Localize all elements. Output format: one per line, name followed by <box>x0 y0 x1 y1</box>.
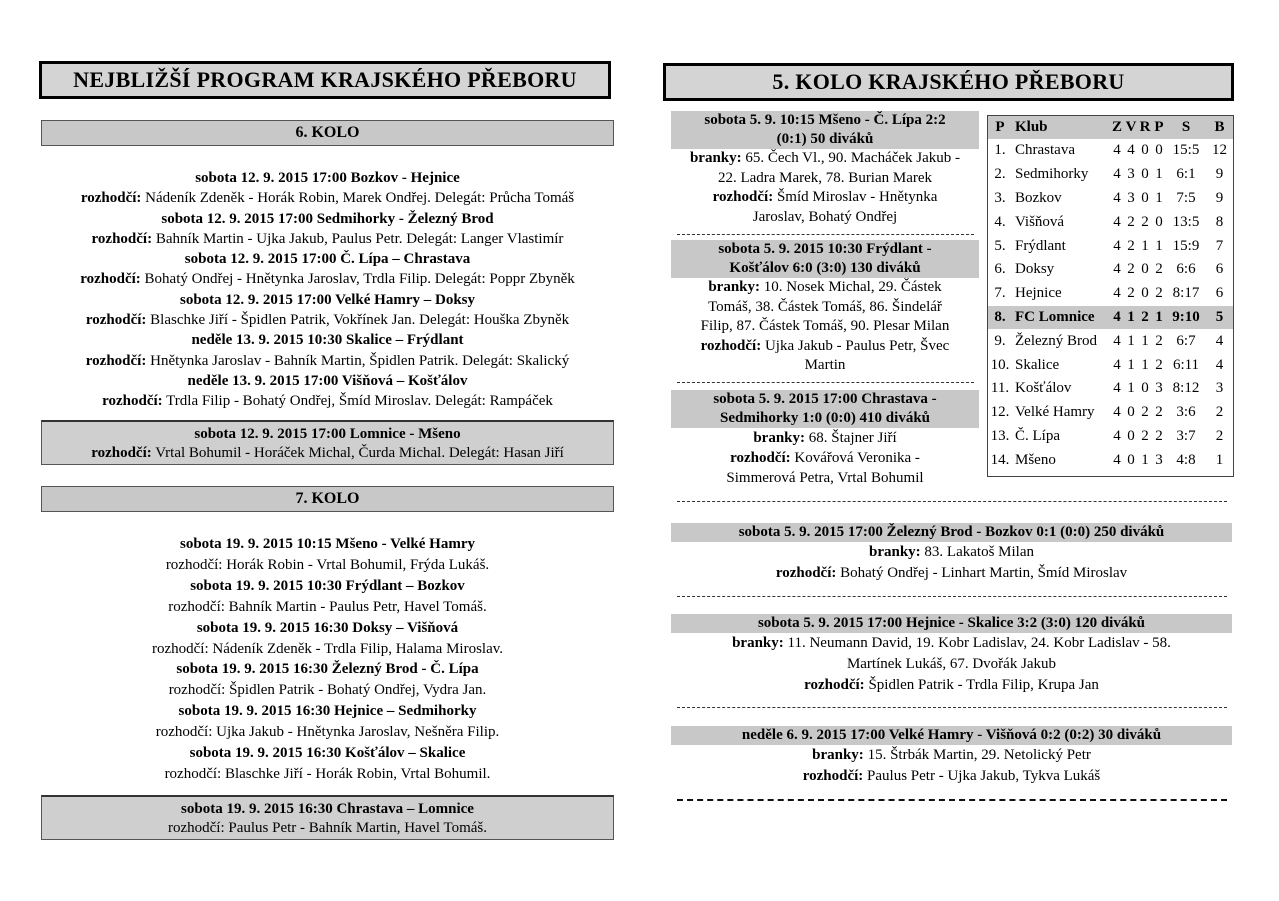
table-row <box>988 163 1233 187</box>
table-cell-s: 3:6 <box>1176 404 1196 421</box>
table-cell-z: 4 <box>1113 356 1121 373</box>
table-cell-club: Velké Hamry <box>1015 404 1095 421</box>
table-cell-v: 4 <box>1127 142 1135 159</box>
table-cell-club: Doksy <box>1015 261 1055 278</box>
result-hejnice-skalice <box>671 614 1232 696</box>
result-details: branky: 83. Lakatoš Milan rozhodčí: Bohatý Ondřej - Linhart Martin, Šmíd Miroslav <box>775 544 1128 581</box>
divider <box>677 382 974 383</box>
result-details: branky: 11. Neumann David, 19. Kobr Ladislav, 24. Kobr Ladislav - 58. Martínek Lukáš, 67. Dvořák Jakub rozhodčí: Špidlen Patrik - Trdla Filip, Krupa Jan <box>732 635 1171 693</box>
table-cell-z: 4 <box>1113 213 1121 230</box>
table-cell-z: 4 <box>1113 451 1121 468</box>
table-cell-p: 2 <box>1155 356 1163 373</box>
table-row <box>988 329 1233 353</box>
result-heading: sobota 5. 9. 2015 17:00 Hejnice - Skalice 3:2 (3:0) 120 diváků <box>671 614 1232 633</box>
result-velke-hamry-visnova <box>671 726 1232 787</box>
table-cell-b: 1 <box>1215 451 1224 468</box>
table-cell-p: 0 <box>1155 142 1163 159</box>
match-item: sobota 19. 9. 2015 16:30 Železný Brod - Č. Lípa rozhodčí: Špidlen Patrik - Bohatý Ondřej, Vydra Jan. <box>168 661 487 699</box>
table-cell-v: 1 <box>1124 306 1138 330</box>
table-cell-r: 0 <box>1141 285 1149 302</box>
table-cell-p: 0 <box>1155 213 1163 230</box>
table-cell-club: Višňová <box>1015 213 1065 230</box>
table-cell-pos: 14. <box>990 451 1010 468</box>
table-cell-club: Č. Lípa <box>1015 427 1060 444</box>
table-row <box>988 210 1233 234</box>
table-cell-v: 2 <box>1127 261 1135 278</box>
table-row <box>988 258 1233 282</box>
match-item: sobota 19. 9. 2015 10:30 Frýdlant – Bozkov rozhodčí: Bahník Martin - Paulus Petr, Havel Tomáš. <box>168 577 487 615</box>
round-7-heading: 7. KOLO <box>41 486 614 512</box>
table-cell-b: 5 <box>1206 306 1233 330</box>
table-row <box>988 425 1233 449</box>
table-cell-z: 4 <box>1113 332 1121 349</box>
table-cell-b: 4 <box>1215 356 1224 373</box>
table-cell-pos: 8. <box>988 306 1012 330</box>
round-6-lomnice-match: sobota 12. 9. 2015 17:00 Lomnice - Mšeno rozhodčí: Vrtal Bohumil - Horáček Michal, Čurda Michal. Delegát: Hasan Jiří <box>41 420 614 465</box>
table-cell-r: 1 <box>1141 332 1149 349</box>
table-cell-pos: 9. <box>994 332 1006 349</box>
bottom-divider <box>677 799 1227 801</box>
table-cell-pos: 7. <box>994 285 1006 302</box>
table-cell-r: 0 <box>1141 380 1149 397</box>
table-cell-v: 1 <box>1127 356 1135 373</box>
table-row <box>988 234 1233 258</box>
table-cell-s: 6:1 <box>1176 166 1196 183</box>
result-heading: sobota 5. 9. 2015 17:00 Železný Brod - Bozkov 0:1 (0:0) 250 diváků <box>671 523 1232 542</box>
round-7-matches <box>41 534 614 785</box>
table-cell-s: 6:7 <box>1176 332 1196 349</box>
table-cell-club: Frýdlant <box>1015 237 1066 254</box>
standings-table <box>987 115 1234 477</box>
table-cell-pos: 2. <box>994 166 1006 183</box>
table-row <box>988 187 1233 211</box>
table-cell-s: 9:10 <box>1166 306 1206 330</box>
table-cell-s: 3:7 <box>1176 427 1196 444</box>
table-cell-z: 4 <box>1113 285 1121 302</box>
table-cell-pos: 3. <box>994 189 1006 206</box>
match-item: sobota 12. 9. 2015 17:00 Velké Hamry – Doksy rozhodčí: Blaschke Jiří - Špidlen Patrik, Vokřínek Jan. Delegát: Houška Zbyněk <box>85 291 570 329</box>
match-item: sobota 12. 9. 2015 17:00 Č. Lípa – Chrastava rozhodčí: Bohatý Ondřej - Hnětynka Jaroslav, Trdla Filip. Delegát: Poppr Zbyněk <box>80 251 575 288</box>
table-cell-pos: 13. <box>990 427 1010 444</box>
table-cell-v: 0 <box>1127 427 1135 444</box>
table-row <box>988 448 1233 472</box>
table-cell-s: 8:12 <box>1172 380 1200 397</box>
round-6-heading: 6. KOLO <box>41 120 614 146</box>
table-cell-z: 4 <box>1113 261 1121 278</box>
right-page-title: 5. KOLO KRAJSKÉHO PŘEBORU <box>663 63 1234 101</box>
result-zelezny-brod-bozkov <box>671 523 1232 584</box>
match-item: neděle 13. 9. 2015 10:30 Skalice – Frýdlant rozhodčí: Hnětynka Jaroslav - Bahník Martin, Špidlen Patrik. Delegát: Skalický <box>85 332 570 369</box>
table-cell-club: Skalice <box>1015 356 1060 373</box>
table-cell-p: 2 <box>1155 332 1163 349</box>
table-cell-z: 4 <box>1113 189 1121 206</box>
divider <box>677 707 1227 708</box>
table-cell-s: 13:5 <box>1172 213 1200 230</box>
table-cell-r: 0 <box>1141 261 1149 278</box>
col-header: B <box>1206 116 1233 139</box>
divider <box>677 234 974 235</box>
table-cell-pos: 10. <box>990 356 1010 373</box>
col-header: Z <box>1110 116 1124 139</box>
result-details: branky: 15. Štrbák Martin, 29. Netolický Petr rozhodčí: Paulus Petr - Ujka Jakub, Tykva Lukáš <box>802 747 1101 784</box>
table-cell-s: 8:17 <box>1172 285 1200 302</box>
table-cell-club: Košťálov <box>1015 380 1072 397</box>
table-row <box>988 353 1233 377</box>
table-cell-r: 2 <box>1138 306 1152 330</box>
table-cell-club: Železný Brod <box>1015 332 1098 349</box>
table-cell-r: 1 <box>1141 356 1149 373</box>
table-cell-r: 0 <box>1141 142 1149 159</box>
result-frydlant-kostalov <box>671 240 979 376</box>
result-mseno-clipa <box>671 111 979 227</box>
table-cell-p: 2 <box>1155 427 1163 444</box>
table-cell-club: Hejnice <box>1015 285 1062 302</box>
col-header: P <box>1152 116 1166 139</box>
table-cell-b: 6 <box>1215 285 1224 302</box>
table-cell-club: Bozkov <box>1015 189 1062 206</box>
round-6-matches <box>41 168 614 412</box>
table-cell-r: 2 <box>1141 404 1149 421</box>
table-cell-b: 4 <box>1215 332 1224 349</box>
table-cell-p: 1 <box>1155 237 1163 254</box>
table-cell-p: 2 <box>1155 261 1163 278</box>
match-item: sobota 19. 9. 2015 16:30 Doksy – Višňová rozhodčí: Nádeník Zdeněk - Trdla Filip, Halama Miroslav. <box>151 619 504 657</box>
col-header: V <box>1124 116 1138 139</box>
table-cell-s: 7:5 <box>1176 189 1196 206</box>
result-details: branky: 68. Štajner Jiří rozhodčí: Kovářová Veronika - Simmerová Petra, Vrtal Bohumil <box>726 430 924 486</box>
table-cell-v: 2 <box>1127 285 1135 302</box>
table-cell-club: Mšeno <box>1015 451 1056 468</box>
result-details: branky: 65. Čech Vl., 90. Macháček Jakub - 22. Ladra Marek, 78. Burian Marek rozhodčí: Šmíd Miroslav - Hnětynka Jaroslav, Bohatý Ondřej <box>689 150 961 225</box>
standings-grid <box>988 116 1233 472</box>
table-cell-v: 3 <box>1127 189 1135 206</box>
table-row <box>988 377 1233 401</box>
table-cell-b: 9 <box>1215 166 1224 183</box>
table-cell-r: 2 <box>1141 427 1149 444</box>
table-cell-club: Sedmihorky <box>1015 166 1089 183</box>
match-item: sobota 12. 9. 2015 17:00 Bozkov - Hejnice rozhodčí: Nádeník Zdeněk - Horák Robin, Marek Ondřej. Delegát: Průcha Tomáš <box>80 170 575 207</box>
table-cell-b: 2 <box>1215 404 1224 421</box>
table-cell-z: 4 <box>1110 306 1124 330</box>
table-cell-z: 4 <box>1113 380 1121 397</box>
table-cell-b: 12 <box>1212 142 1227 159</box>
table-cell-b: 6 <box>1215 261 1224 278</box>
table-cell-r: 2 <box>1141 213 1149 230</box>
table-row <box>988 282 1233 306</box>
result-heading: sobota 5. 9. 10:15 Mšeno - Č. Lípa 2:2 (0:1) 50 diváků <box>671 111 979 149</box>
match-item: sobota 12. 9. 2015 17:00 Sedmihorky - Železný Brod rozhodčí: Bahník Martin - Ujka Jakub, Paulus Petr. Delegát: Langer Vlastimír <box>91 210 564 247</box>
table-cell-b: 9 <box>1215 189 1224 206</box>
col-header: P <box>988 116 1012 139</box>
table-cell-v: 0 <box>1127 404 1135 421</box>
match-item: sobota 19. 9. 2015 16:30 Košťálov – Skalice rozhodčí: Blaschke Jiří - Horák Robin, Vrtal Bohumil. <box>164 745 491 782</box>
table-cell-s: 15:9 <box>1172 237 1200 254</box>
table-cell-s: 6:11 <box>1172 356 1200 373</box>
table-cell-pos: 12. <box>990 404 1010 421</box>
table-cell-s: 4:8 <box>1176 451 1196 468</box>
table-row <box>988 401 1233 425</box>
result-heading: neděle 6. 9. 2015 17:00 Velké Hamry - Višňová 0:2 (0:2) 30 diváků <box>671 726 1232 745</box>
result-chrastava-sedmihorky <box>671 390 979 488</box>
match-item: sobota 19. 9. 2015 10:15 Mšeno - Velké Hamry rozhodčí: Horák Robin - Vrtal Bohumil, Frýda Lukáš. <box>165 536 490 573</box>
table-cell-z: 4 <box>1113 237 1121 254</box>
table-cell-pos: 6. <box>994 261 1006 278</box>
table-row <box>988 306 1233 330</box>
table-cell-v: 3 <box>1127 166 1135 183</box>
table-cell-s: 6:6 <box>1176 261 1196 278</box>
round-7-lomnice-match: sobota 19. 9. 2015 16:30 Chrastava – Lomnice rozhodčí: Paulus Petr - Bahník Martin, Havel Tomáš. <box>41 795 614 840</box>
table-cell-v: 2 <box>1127 237 1135 254</box>
table-cell-s: 15:5 <box>1172 142 1200 159</box>
table-cell-p: 2 <box>1155 285 1163 302</box>
table-cell-p: 1 <box>1155 189 1163 206</box>
left-page-title: NEJBLIŽŠÍ PROGRAM KRAJSKÉHO PŘEBORU <box>39 61 611 99</box>
result-details: branky: 10. Nosek Michal, 29. Částek Tomáš, 38. Částek Tomáš, 86. Šindelář Filip, 87. Částek Tomáš, 90. Plesar Milan rozhodčí: Ujka Jakub - Paulus Petr, Švec Martin <box>700 279 950 373</box>
table-cell-z: 4 <box>1113 427 1121 444</box>
table-row <box>988 139 1233 163</box>
table-cell-club: Chrastava <box>1015 142 1075 159</box>
table-cell-v: 0 <box>1127 451 1135 468</box>
table-cell-b: 3 <box>1215 380 1224 397</box>
table-cell-z: 4 <box>1113 404 1121 421</box>
table-cell-club: FC Lomnice <box>1012 306 1110 330</box>
col-header: R <box>1138 116 1152 139</box>
match-item: sobota 19. 9. 2015 16:30 Hejnice – Sedmihorky rozhodčí: Ujka Jakub - Hnětynka Jaroslav, Nešněra Filip. <box>155 703 500 741</box>
table-cell-p: 1 <box>1155 166 1163 183</box>
col-header: S <box>1166 116 1206 139</box>
table-cell-r: 1 <box>1141 451 1149 468</box>
table-cell-r: 1 <box>1141 237 1149 254</box>
table-cell-z: 4 <box>1113 166 1121 183</box>
table-header-row <box>988 116 1233 139</box>
divider <box>677 501 1227 502</box>
table-cell-pos: 11. <box>990 380 1010 397</box>
table-cell-v: 2 <box>1127 213 1135 230</box>
table-cell-pos: 5. <box>994 237 1006 254</box>
table-cell-r: 0 <box>1141 166 1149 183</box>
table-cell-b: 7 <box>1215 237 1224 254</box>
table-cell-v: 1 <box>1127 380 1135 397</box>
divider <box>677 596 1227 597</box>
table-cell-z: 4 <box>1113 142 1121 159</box>
table-cell-v: 1 <box>1127 332 1135 349</box>
table-cell-pos: 1. <box>994 142 1006 159</box>
table-cell-p: 2 <box>1155 404 1163 421</box>
table-cell-pos: 4. <box>994 213 1006 230</box>
table-cell-b: 2 <box>1215 427 1224 444</box>
match-item: neděle 13. 9. 2015 17:00 Višňová – Košťálov rozhodčí: Trdla Filip - Bohatý Ondřej, Šmíd Miroslav. Delegát: Rampáček <box>102 372 553 410</box>
table-cell-b: 8 <box>1215 213 1224 230</box>
col-header: Klub <box>1012 116 1110 139</box>
table-cell-p: 3 <box>1155 451 1163 468</box>
table-cell-p: 3 <box>1155 380 1163 397</box>
result-heading: sobota 5. 9. 2015 10:30 Frýdlant - Košťálov 6:0 (3:0) 130 diváků <box>671 240 979 278</box>
table-cell-r: 0 <box>1141 189 1149 206</box>
result-heading: sobota 5. 9. 2015 17:00 Chrastava - Sedmihorky 1:0 (0:0) 410 diváků <box>671 390 979 428</box>
table-cell-p: 1 <box>1152 306 1166 330</box>
